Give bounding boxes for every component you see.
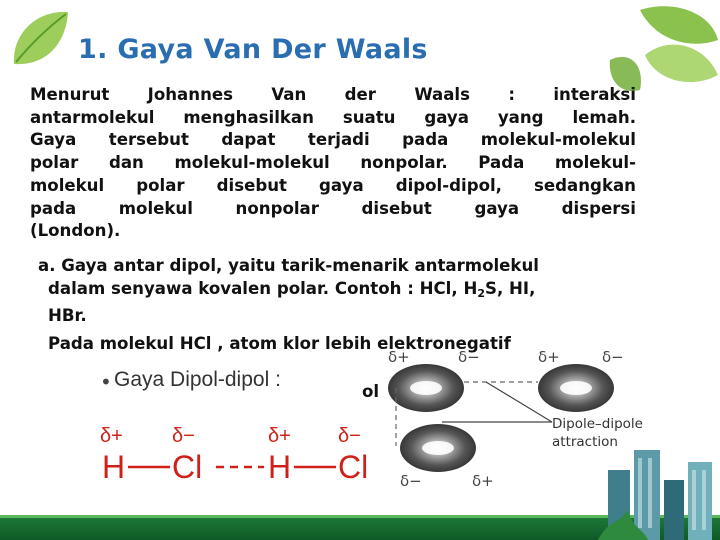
charge-label: δ− (400, 472, 422, 490)
slide-title: 1. Gaya Van Der Waals (78, 34, 428, 65)
atom-label: Cl (338, 449, 369, 485)
paragraph-line: Gaya tersebut dapat terjadi pada molekul-molekul (30, 130, 636, 150)
paragraph-line: pada molekul nonpolar disebut gaya dispersi (30, 198, 636, 218)
charge-label: δ+ (388, 348, 410, 366)
charge-label: δ+ (100, 425, 123, 447)
figure-caption: Dipole–dipole (552, 416, 643, 432)
atom-label: H (102, 449, 126, 485)
text-fragment: ol (362, 382, 380, 401)
atom-label: Cl (172, 449, 203, 485)
list-item-a (38, 255, 638, 328)
item-a-line3: HBr. (48, 306, 87, 326)
leaf-icon (6, 4, 76, 74)
paragraph-line: molekul polar disebut gaya dipol-dipol, sedangkan (30, 175, 636, 195)
charge-label: δ+ (268, 425, 291, 447)
charge-label: δ+ (538, 348, 560, 366)
paragraph-line: polar dan molekul-molekul nonpolar. Pada molekul- (30, 153, 636, 173)
charge-label: δ− (458, 348, 480, 366)
paragraph-line: antarmolekul menghasilkan suatu gaya yang lemah. (30, 107, 636, 127)
charge-label: δ− (602, 348, 624, 366)
figure-label: Gaya Dipol-dipol : (114, 368, 281, 391)
hcl-dipole-figure (96, 422, 376, 492)
item-a-line2: dalam senyawa kovalen polar. Contoh : HCl, $H_2S$, HI, (48, 278, 536, 300)
paragraph-line: Menurut Johannes Van der Waals : interaksi (30, 85, 636, 104)
item-a-line1: a. Gaya antar dipol, yaitu tarik-menarik antarmolekul (38, 256, 539, 275)
intro-paragraph (30, 84, 636, 243)
buildings-icon (598, 440, 720, 540)
paragraph-line: (London). (30, 221, 121, 241)
figure-caption: attraction (552, 434, 618, 450)
bullet-icon: • (100, 370, 112, 394)
charge-label: δ+ (472, 472, 494, 490)
hcl-explanation-line: Pada molekul HCl , atom klor lebih elektronegatif (48, 334, 511, 353)
charge-label: δ− (338, 425, 361, 447)
atom-label: H (268, 449, 292, 485)
charge-label: δ− (172, 425, 195, 447)
